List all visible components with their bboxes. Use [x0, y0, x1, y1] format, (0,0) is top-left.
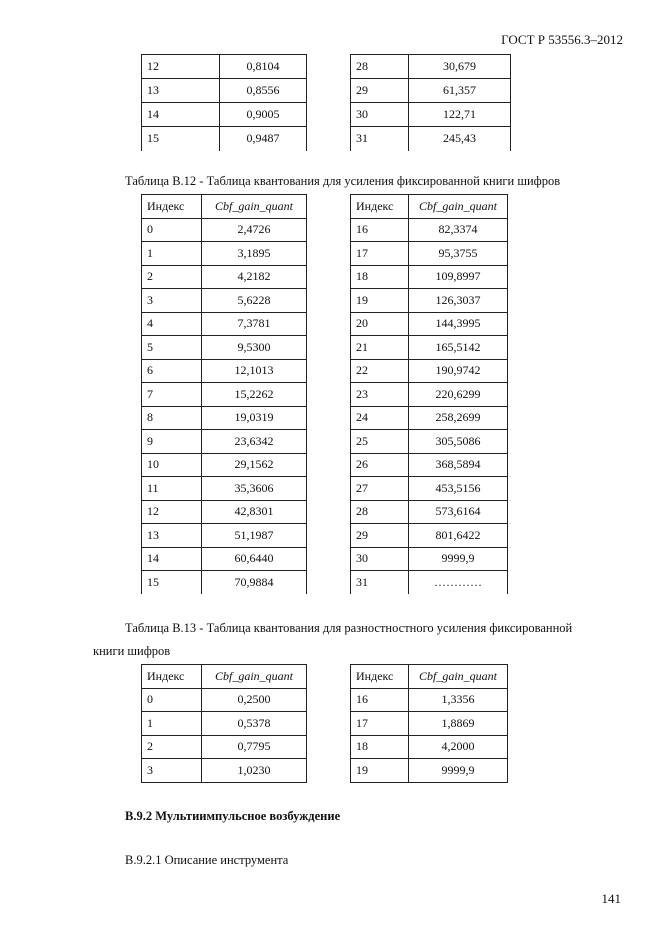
table-row: [142, 477, 307, 501]
value-cell: 0,8104: [220, 55, 307, 79]
value-cell: 126,3037: [409, 289, 508, 313]
column-header-index: Индекс: [351, 665, 409, 689]
value-cell: 122,71: [409, 103, 511, 127]
index-cell: 31: [351, 571, 409, 595]
value-cell: 35,3606: [202, 477, 307, 501]
index-cell: 20: [351, 312, 409, 336]
index-cell: 3: [142, 759, 202, 783]
table-b12-right: [350, 194, 508, 594]
table-row: [351, 712, 508, 736]
table-b13-caption-line2: книги шифров: [93, 644, 171, 658]
index-cell: 12: [142, 55, 220, 79]
index-cell: 10: [142, 453, 202, 477]
table-row: [351, 218, 508, 242]
value-cell: 0,2500: [202, 688, 307, 712]
index-cell: 29: [351, 524, 409, 548]
table-row: [351, 289, 508, 313]
index-cell: 8: [142, 406, 202, 430]
value-cell: 2,4726: [202, 218, 307, 242]
value-cell: 1,8869: [409, 712, 508, 736]
value-cell: 190,9742: [409, 359, 508, 383]
table-row: [351, 127, 511, 151]
header-row: [351, 665, 508, 689]
value-cell: 0,9005: [220, 103, 307, 127]
value-cell: 453,5156: [409, 477, 508, 501]
table-row: [142, 430, 307, 454]
table-row: [142, 336, 307, 360]
index-cell: 19: [351, 759, 409, 783]
table-row: [351, 383, 508, 407]
value-cell: 3,1895: [202, 242, 307, 266]
table-row: [142, 218, 307, 242]
table-row: [142, 55, 307, 79]
table-row: [142, 242, 307, 266]
index-cell: 15: [142, 127, 220, 151]
table-row: [142, 735, 307, 759]
value-cell: 573,6164: [409, 500, 508, 524]
index-cell: 1: [142, 242, 202, 266]
table-row: [351, 453, 508, 477]
table-row: [351, 55, 511, 79]
index-cell: 4: [142, 312, 202, 336]
value-cell: 9999,9: [409, 547, 508, 571]
value-cell: 1,3356: [409, 688, 508, 712]
table-row: [351, 735, 508, 759]
table-row: [142, 712, 307, 736]
table-row: [142, 127, 307, 151]
table-b13-right: [350, 664, 508, 783]
column-header-value: Cbf_gain_quant: [409, 665, 508, 689]
value-cell: 9999,9: [409, 759, 508, 783]
column-header-value: Cbf_gain_quant: [409, 195, 508, 219]
table-row: [142, 571, 307, 595]
table-row: [351, 406, 508, 430]
value-cell: 12,1013: [202, 359, 307, 383]
value-cell: 5,6228: [202, 289, 307, 313]
index-cell: 18: [351, 735, 409, 759]
index-cell: 27: [351, 477, 409, 501]
value-cell: 61,357: [409, 79, 511, 103]
table-row: [142, 406, 307, 430]
index-cell: 16: [351, 688, 409, 712]
index-cell: 0: [142, 688, 202, 712]
index-cell: 14: [142, 547, 202, 571]
value-cell: 42,8301: [202, 500, 307, 524]
header-row: [351, 195, 508, 219]
section-heading: В.9.2 Мультиимпульсное возбуждение: [125, 809, 341, 823]
index-cell: 29: [351, 79, 409, 103]
value-cell: 15,2262: [202, 383, 307, 407]
subsection-title: В.9.2.1 Описание инструмента: [125, 853, 289, 867]
header-row: [142, 665, 307, 689]
table-row: [351, 79, 511, 103]
value-cell: 23,6342: [202, 430, 307, 454]
value-cell: …………: [409, 571, 508, 595]
column-header-index: Индекс: [351, 195, 409, 219]
value-cell: 220,6299: [409, 383, 508, 407]
index-cell: 18: [351, 265, 409, 289]
table-row: [142, 453, 307, 477]
column-header-value: Cbf_gain_quant: [202, 665, 307, 689]
table-row: [142, 79, 307, 103]
value-cell: 144,3995: [409, 312, 508, 336]
column-header-index: Индекс: [142, 195, 202, 219]
table-row: [351, 500, 508, 524]
table-row: [351, 265, 508, 289]
continuation-table-right: [350, 54, 511, 151]
index-cell: 28: [351, 55, 409, 79]
table-row: [351, 430, 508, 454]
table-row: [142, 312, 307, 336]
value-cell: 60,6440: [202, 547, 307, 571]
value-cell: 70,9884: [202, 571, 307, 595]
value-cell: 4,2182: [202, 265, 307, 289]
table-b12-caption: Таблица В.12 - Таблица квантования для усиления фиксированной книги шифров: [125, 174, 561, 188]
index-cell: 14: [142, 103, 220, 127]
index-cell: 23: [351, 383, 409, 407]
index-cell: 0: [142, 218, 202, 242]
table-row: [351, 477, 508, 501]
table-row: [351, 103, 511, 127]
index-cell: 17: [351, 242, 409, 266]
table-row: [351, 524, 508, 548]
table-row: [351, 359, 508, 383]
value-cell: 0,5378: [202, 712, 307, 736]
index-cell: 2: [142, 735, 202, 759]
index-cell: 1: [142, 712, 202, 736]
table-row: [142, 265, 307, 289]
index-cell: 15: [142, 571, 202, 595]
value-cell: 51,1987: [202, 524, 307, 548]
table-b13-caption-line1: Таблица В.13 - Таблица квантования для разностностного усиления фиксированной: [125, 621, 573, 635]
table-row: [142, 547, 307, 571]
table-row: [351, 571, 508, 595]
index-cell: 16: [351, 218, 409, 242]
index-cell: 3: [142, 289, 202, 313]
index-cell: 30: [351, 103, 409, 127]
table-row: [351, 759, 508, 783]
index-cell: 5: [142, 336, 202, 360]
table-row: [351, 547, 508, 571]
table-row: [142, 759, 307, 783]
index-cell: 19: [351, 289, 409, 313]
value-cell: 4,2000: [409, 735, 508, 759]
index-cell: 22: [351, 359, 409, 383]
index-cell: 13: [142, 79, 220, 103]
index-cell: 6: [142, 359, 202, 383]
value-cell: 368,5894: [409, 453, 508, 477]
index-cell: 28: [351, 500, 409, 524]
value-cell: 801,6422: [409, 524, 508, 548]
table-row: [142, 500, 307, 524]
value-cell: 0,8556: [220, 79, 307, 103]
table-b13-left: [141, 664, 307, 783]
index-cell: 13: [142, 524, 202, 548]
index-cell: 24: [351, 406, 409, 430]
index-cell: 7: [142, 383, 202, 407]
column-header-index: Индекс: [142, 665, 202, 689]
index-cell: 21: [351, 336, 409, 360]
value-cell: 109,8997: [409, 265, 508, 289]
index-cell: 9: [142, 430, 202, 454]
value-cell: 258,2699: [409, 406, 508, 430]
table-row: [142, 383, 307, 407]
value-cell: 30,679: [409, 55, 511, 79]
column-header-value: Cbf_gain_quant: [202, 195, 307, 219]
value-cell: 19,0319: [202, 406, 307, 430]
table-row: [351, 688, 508, 712]
index-cell: 11: [142, 477, 202, 501]
header-row: [142, 195, 307, 219]
index-cell: 26: [351, 453, 409, 477]
index-cell: 2: [142, 265, 202, 289]
value-cell: 9,5300: [202, 336, 307, 360]
table-row: [142, 103, 307, 127]
table-row: [351, 336, 508, 360]
table-row: [142, 688, 307, 712]
value-cell: 29,1562: [202, 453, 307, 477]
table-b12-left: [141, 194, 307, 594]
index-cell: 12: [142, 500, 202, 524]
table-row: [351, 312, 508, 336]
table-row: [142, 359, 307, 383]
table-row: [351, 242, 508, 266]
value-cell: 7,3781: [202, 312, 307, 336]
index-cell: 25: [351, 430, 409, 454]
continuation-table-left: [141, 54, 307, 151]
value-cell: 0,9487: [220, 127, 307, 151]
value-cell: 82,3374: [409, 218, 508, 242]
value-cell: 305,5086: [409, 430, 508, 454]
value-cell: 0,7795: [202, 735, 307, 759]
page-number: 141: [601, 891, 621, 906]
value-cell: 1,0230: [202, 759, 307, 783]
value-cell: 165,5142: [409, 336, 508, 360]
table-row: [142, 289, 307, 313]
value-cell: 245,43: [409, 127, 511, 151]
index-cell: 31: [351, 127, 409, 151]
index-cell: 17: [351, 712, 409, 736]
document-header: ГОСТ Р 53556.3–2012: [501, 32, 623, 47]
table-row: [142, 524, 307, 548]
index-cell: 30: [351, 547, 409, 571]
value-cell: 95,3755: [409, 242, 508, 266]
